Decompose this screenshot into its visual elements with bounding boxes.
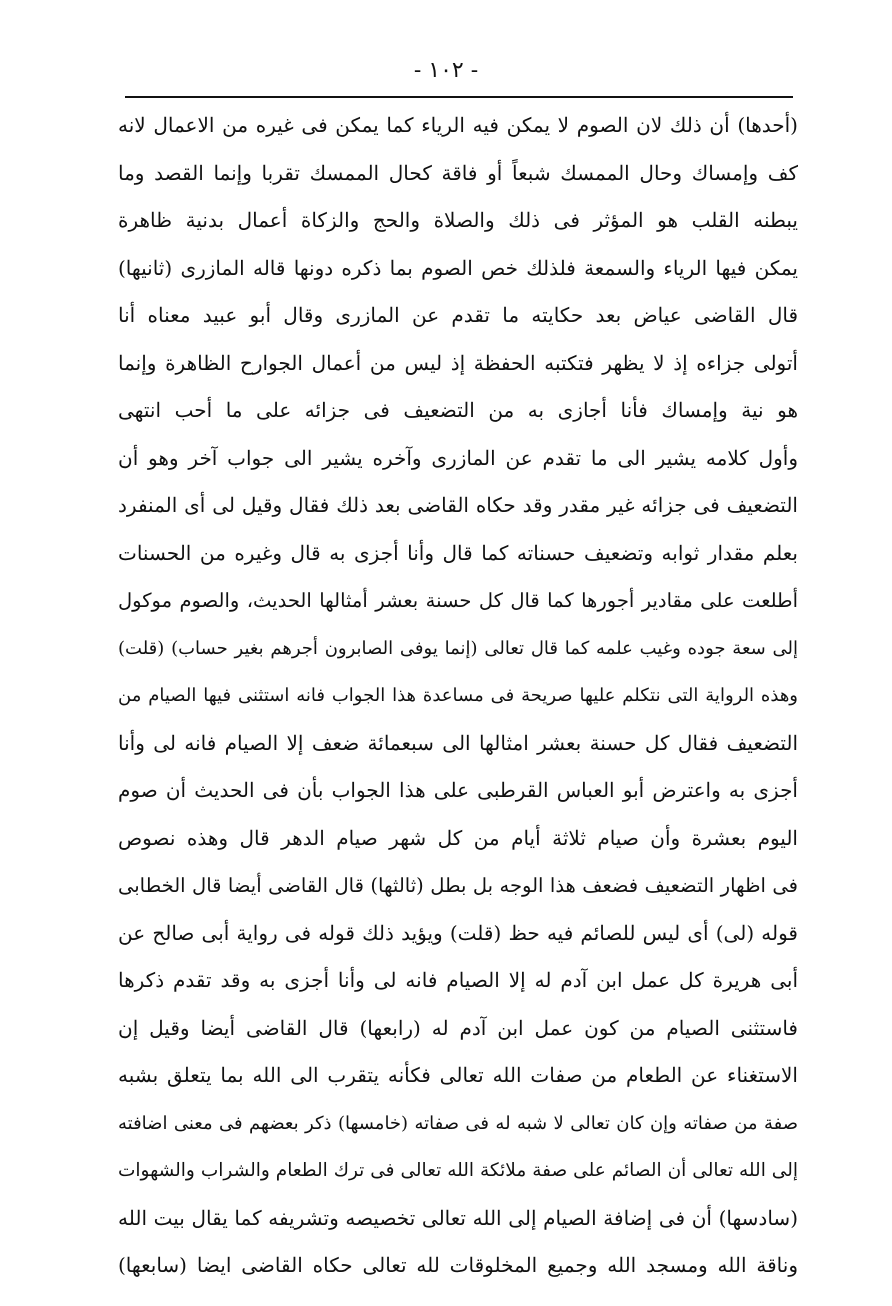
text-line: إلى سعة جوده وغيب علمه كما قال تعالى (إنما يوفى الصابرون أجرهم بغير حساب) (قلت) — [118, 637, 798, 659]
text-line: أجزى به واعترض أبو العباس القرطبى على هذا الجواب بأن فى الحديث أن صوم — [118, 778, 798, 802]
text-line: قوله (لى) أى ليس للصائم فيه حظ (قلت) ويؤيد ذلك قوله فى رواية أبى صالح عن — [118, 920, 798, 945]
text-line: وناقة الله ومسجد الله وجميع المخلوقات لله تعالى حكاه القاضى ايضا (سابعها) — [118, 1253, 798, 1277]
text-line: التضعيف فقال كل حسنة بعشر امثالها الى سبعمائة ضعف إلا الصيام فانه لى وأنا — [118, 730, 798, 755]
text-line: فى اظهار التضعيف فضعف هذا الوجه بل بطل (ثالثها) قال القاضى أيضا قال الخطابى — [118, 874, 798, 897]
text-line: وهذه الرواية التى نتكلم عليها صريحة فى مساعدة هذا الجواب فانه استثنى فيها الصيام من — [118, 685, 798, 706]
text-line: (سادسها) أن فى إضافة الصيام إلى الله تعالى تخصيصه وتشريفه كما يقال بيت الله — [118, 1205, 798, 1230]
text-line: وأول كلامه يشير الى ما تقدم عن المازرى وآخره يشير الى جواب آخر وهو أن — [118, 445, 798, 470]
text-line: يمكن فيها الرياء والسمعة فلذلك خص الصوم بما ذكره دونها قاله المازرى (ثانيها) — [118, 255, 798, 280]
text-line: صفة من صفاته وإن كان تعالى لا شبه له فى صفاته (خامسها) ذكر بعضهم فى معنى اضافته — [118, 1112, 798, 1134]
text-line: أطلعت على مقادير أجورها كما قال كل حسنة بعشر أمثالها الحديث، والصوم موكول — [118, 589, 798, 612]
text-line: يبطنه القلب هو المؤثر فى ذلك والصلاة والحج والزكاة أعمال بدنية ظاهرة — [118, 208, 798, 232]
text-line: فاستثنى الصيام من كون عمل ابن آدم له (رابعها) قال القاضى أيضا وقيل إن — [118, 1015, 798, 1040]
text-line: أبى هريرة كل عمل ابن آدم له إلا الصيام فانه لى وأنا أجزى به وقد تقدم ذكرها — [118, 968, 798, 992]
text-line: أتولى جزاءه إذ لا يظهر فتكتبه الحفظة إذ ليس من أعمال الجوارح الظاهرة وإنما — [118, 350, 798, 375]
page-number: - ١٠٢ - — [413, 58, 479, 83]
text-line: (أحدها) أن ذلك لان الصوم لا يمكن فيه الرياء كما يمكن فى غيره من الاعمال لانه — [118, 113, 798, 137]
text-line: الاستغناء عن الطعام من صفات الله تعالى فكأنه يتقرب الى الله بما يتعلق بشبه — [118, 1063, 798, 1087]
text-line: قال القاضى عياض بعد حكايته ما تقدم عن المازرى وقال أبو عبيد معناه أنا — [118, 303, 798, 327]
text-line: التضعيف فى جزائه غير مقدر وقد حكاه القاضى بعد ذلك فقال وقيل لى أى المنفرد — [118, 493, 798, 517]
text-line: اليوم بعشرة وأن صيام ثلاثة أيام من كل شهر صيام الدهر قال وهذه نصوص — [118, 825, 798, 850]
text-line: كف وإمساك وحال الممسك شبعاً أو فاقة كحال الممسك تقربا وإنما القصد وما — [118, 160, 798, 185]
text-line: هو نية وإمساك فأنا أجازى به من التضعيف فى جزائه على ما أحب انتهى — [118, 398, 798, 422]
text-line: إلى الله تعالى أن الصائم على صفة ملائكة الله تعالى فى ترك الطعام والشراب والشهوات — [118, 1160, 798, 1181]
text-line: بعلم مقدار ثوابه وتضعيف حسناته كما قال وأنا أجزى به قال وغيره من الحسنات — [118, 540, 798, 565]
header-rule — [125, 96, 793, 98]
body-text — [118, 102, 798, 1290]
